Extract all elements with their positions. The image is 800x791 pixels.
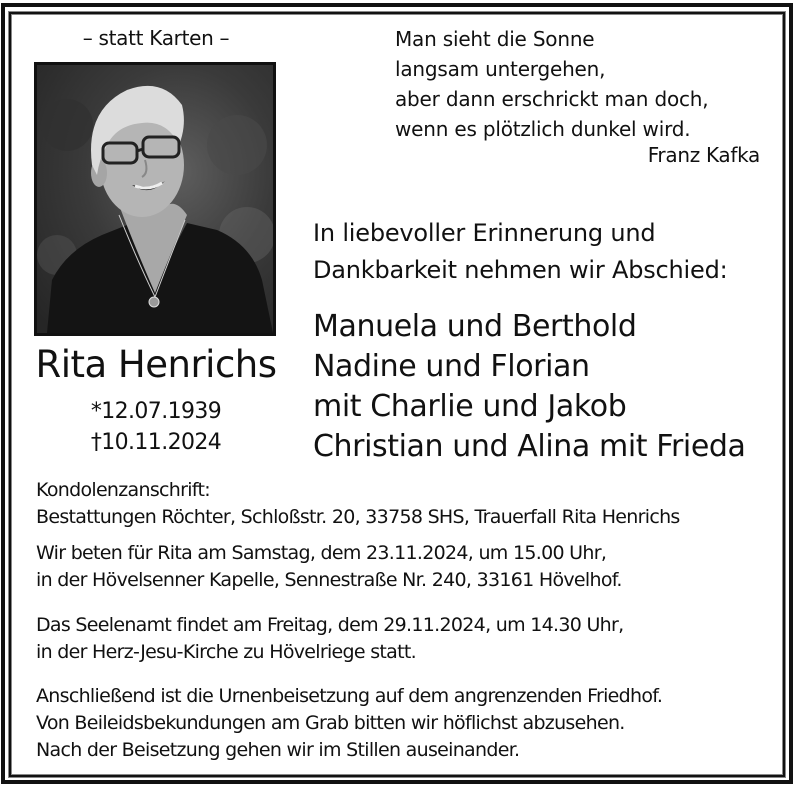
condolence-heading: Kondolenzanschrift: [36,479,210,501]
quote [395,24,708,144]
service-line: in der Hövelsenner Kapelle, Sennestraße Nr. 240, 33161 Hövelhof. [36,569,622,591]
farewell-intro [313,215,728,289]
service-line: Wir beten für Rita am Samstag, dem 23.11.2024, um 15.00 Uhr, [36,542,607,564]
requiem-line: in der Herz-Jesu-Kirche zu Hövelriege statt. [36,641,416,663]
quote-line: aber dann erschrickt man doch, [395,87,709,111]
deceased-name: Rita Henrichs [35,343,277,386]
quote-line: Man sieht die Sonne [395,27,595,51]
intro-line: In liebevoller Erinnerung und [313,219,656,247]
quote-author: Franz Kafka [647,143,760,167]
burial-line: Anschließend ist die Urnenbeisetzung auf dem angrenzenden Friedhof. [36,685,663,707]
burial-line: Nach der Beisetzung gehen wir im Stillen auseinander. [36,739,520,761]
family-member: mit Charlie und Jakob [313,389,627,424]
family-member: Manuela und Berthold [313,309,637,344]
life-dates [30,396,282,458]
condolence-address-line: Bestattungen Röchter, Schloßstr. 20, 33758 SHS, Trauerfall Rita Henrichs [36,506,680,528]
family-member: Nadine und Florian [313,349,590,384]
death-date: †10.11.2024 [90,430,222,455]
birth-date: *12.07.1939 [90,399,222,424]
family-member: Christian und Alina mit Frieda [313,429,746,464]
family-list [313,307,746,467]
burial-info [36,683,662,764]
portrait-photo [34,62,276,336]
condolence-address [36,477,680,531]
portrait-image-icon [37,65,273,333]
quote-line: langsam untergehen, [395,57,606,81]
requiem-mass [36,612,623,666]
requiem-line: Das Seelenamt findet am Freitag, dem 29.11.2024, um 14.30 Uhr, [36,614,624,636]
prayer-service [36,540,622,594]
intro-line: Dankbarkeit nehmen wir Abschied: [313,256,728,284]
burial-line: Von Beileidsbekundungen am Grab bitten wir höflichst abzusehen. [36,712,625,734]
quote-line: wenn es plötzlich dunkel wird. [395,117,691,141]
statt-karten-label: – statt Karten – [82,26,230,50]
